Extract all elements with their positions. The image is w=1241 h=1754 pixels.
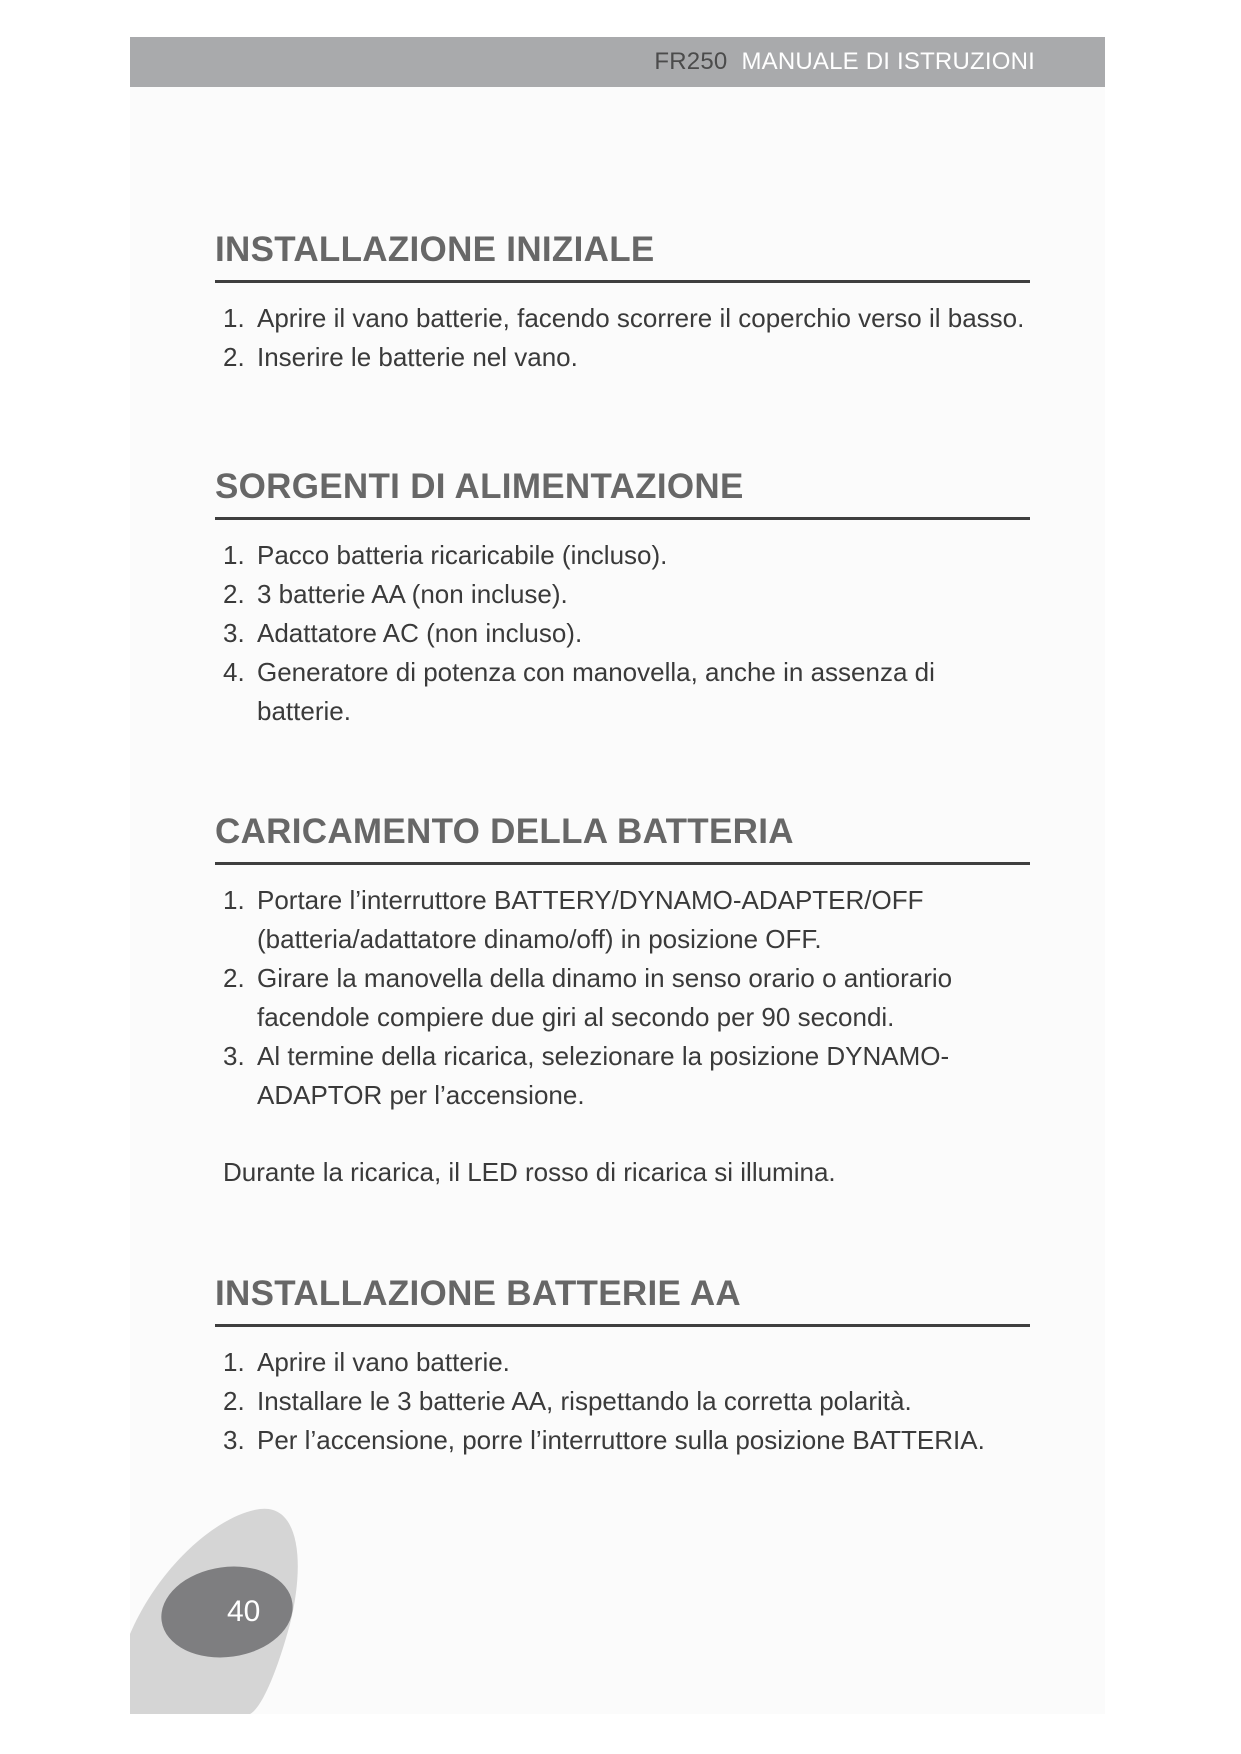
step-text: Al termine della ricarica, selezionare la posizione DYNAMO-ADAPTOR per l’accensione. <box>257 1041 950 1110</box>
charging-note: Durante la ricarica, il LED rosso di ricarica si illumina. <box>223 1157 836 1187</box>
section-heading: CARICAMENTO DELLA BATTERIA <box>215 812 1030 865</box>
step-number: 2. <box>223 1386 245 1416</box>
step-text: Pacco batteria ricaricabile (incluso). <box>257 540 668 570</box>
step-text: Inserire le batterie nel vano. <box>257 342 578 372</box>
list-item <box>215 1421 1030 1460</box>
header-model: FR250 <box>654 48 728 75</box>
steps-list <box>215 536 1030 731</box>
list-item <box>215 1037 1030 1115</box>
list-item <box>215 959 1030 1037</box>
section-heading: INSTALLAZIONE INIZIALE <box>215 230 1030 283</box>
steps-list <box>215 299 1030 377</box>
header-bar <box>130 37 1105 87</box>
step-number: 2. <box>223 579 245 609</box>
step-text: Girare la manovella della dinamo in senso orario o antiorario facendole compiere due giri al secondo per 90 secondi. <box>257 963 953 1032</box>
step-text: 3 batterie AA (non incluse). <box>257 579 568 609</box>
list-item <box>215 536 1030 575</box>
step-text: Installare le 3 batterie AA, rispettando la corretta polarità. <box>257 1386 912 1416</box>
step-number: 1. <box>223 1347 245 1377</box>
step-number: 3. <box>223 1425 245 1455</box>
step-text: Portare l’interruttore BATTERY/DYNAMO-ADAPTER/OFF (batteria/adattatore dinamo/off) in posizione OFF. <box>257 885 924 954</box>
section-installazione-batterie-aa <box>215 1274 1030 1460</box>
step-number: 1. <box>223 885 245 915</box>
list-item <box>215 299 1030 338</box>
list-item <box>215 1382 1030 1421</box>
step-text: Aprire il vano batterie, facendo scorrere il coperchio verso il basso. <box>257 303 1025 333</box>
step-number: 3. <box>223 1041 245 1071</box>
section-heading: SORGENTI DI ALIMENTAZIONE <box>215 467 1030 520</box>
steps-list <box>215 881 1030 1115</box>
list-item <box>215 575 1030 614</box>
steps-list <box>215 1343 1030 1460</box>
step-text: Per l’accensione, porre l’interruttore sulla posizione BATTERIA. <box>257 1425 985 1455</box>
section-heading: INSTALLAZIONE BATTERIE AA <box>215 1274 1030 1327</box>
list-item <box>215 1343 1030 1382</box>
step-number: 2. <box>223 342 245 372</box>
step-number: 2. <box>223 963 245 993</box>
section-sorgenti-alimentazione <box>215 467 1030 731</box>
list-item <box>215 614 1030 653</box>
section-caricamento-batteria <box>215 812 1030 1192</box>
step-text: Generatore di potenza con manovella, anche in assenza di batterie. <box>257 657 935 726</box>
manual-page <box>130 37 1105 1714</box>
step-number: 3. <box>223 618 245 648</box>
section-installazione-iniziale <box>215 230 1030 377</box>
header-title: MANUALE DI ISTRUZIONI <box>741 48 1035 75</box>
list-item <box>215 653 1030 731</box>
step-number: 1. <box>223 540 245 570</box>
step-number: 4. <box>223 657 245 687</box>
step-number: 1. <box>223 303 245 333</box>
list-item <box>215 881 1030 959</box>
list-item <box>215 338 1030 377</box>
page-number: 40 <box>227 1595 261 1628</box>
step-text: Adattatore AC (non incluso). <box>257 618 583 648</box>
step-text: Aprire il vano batterie. <box>257 1347 510 1377</box>
header-text <box>654 48 1035 76</box>
